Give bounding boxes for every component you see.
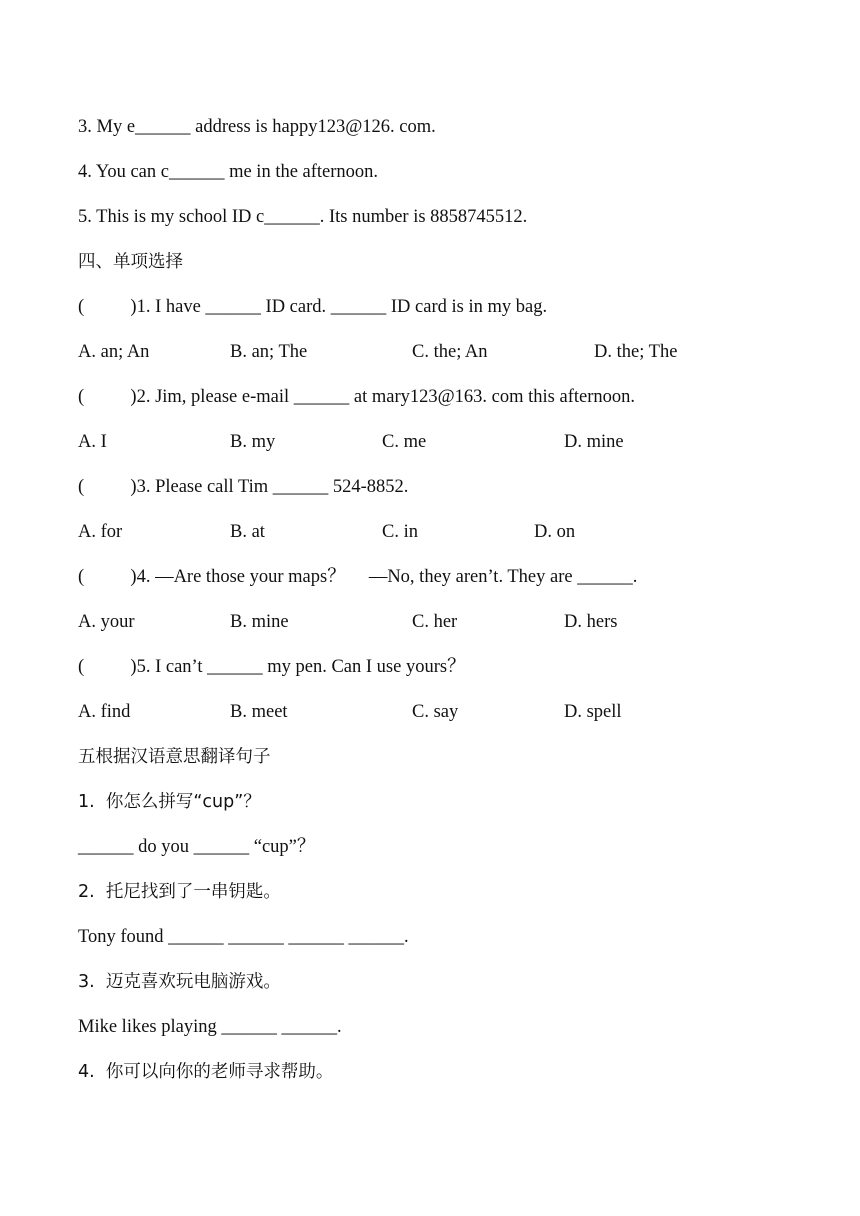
option-b: B. an; The (230, 342, 308, 362)
question-options-4 (78, 607, 798, 652)
section-heading-multiple-choice: 四、单项选择 (78, 252, 183, 272)
option-b: B. meet (230, 702, 288, 722)
question-stem-5: ( )5. I can’t ______ my pen. Can I use yours？ (78, 657, 466, 677)
option-a: A. an; An (78, 342, 150, 362)
question-stem-1: ( )1. I have ______ ID card. ______ ID card is in my bag. (78, 297, 548, 317)
option-a: A. your (78, 612, 135, 632)
option-b: B. my (230, 432, 276, 452)
option-a: A. I (78, 432, 107, 452)
translation-prompt-1: 1. 你怎么拼写“cup”？ (78, 792, 261, 812)
fill-in-item-3: 3. My e______ address is happy123@126. com. (78, 117, 436, 137)
question-stem-3: ( )3. Please call Tim ______ 524-8852. (78, 477, 409, 497)
option-a: A. find (78, 702, 131, 722)
question-stem-4: ( )4. —Are those your maps？ —No, they aren’t. They are ______. (78, 567, 638, 587)
question-stem-2: ( )2. Jim, please e-mail ______ at mary123@163. com this afternoon. (78, 387, 636, 407)
question-options-2 (78, 427, 798, 472)
worksheet-content (78, 112, 798, 1102)
fill-in-item-4: 4. You can c______ me in the afternoon. (78, 162, 379, 182)
translation-answer-1: ______ do you ______ “cup”？ (78, 837, 316, 857)
option-c: C. in (382, 522, 418, 542)
option-d: D. on (534, 522, 576, 542)
option-c: C. me (382, 432, 427, 452)
translation-prompt-3: 3. 迈克喜欢玩电脑游戏。 (78, 972, 281, 992)
translation-prompt-2: 2. 托尼找到了一串钥匙。 (78, 882, 281, 902)
option-a: A. for (78, 522, 123, 542)
section-heading-translation: 五根据汉语意思翻译句子 (78, 747, 271, 767)
translation-answer-2: Tony found ______ ______ ______ ______. (78, 927, 409, 947)
option-d: D. the; The (594, 342, 678, 362)
option-c: C. say (412, 702, 459, 722)
question-options-5 (78, 697, 798, 742)
option-d: D. mine (564, 432, 624, 452)
question-options-3 (78, 517, 798, 562)
question-options-1 (78, 337, 798, 382)
option-d: D. spell (564, 702, 622, 722)
option-b: B. mine (230, 612, 289, 632)
option-b: B. at (230, 522, 265, 542)
translation-answer-3: Mike likes playing ______ ______. (78, 1017, 342, 1037)
option-c: C. the; An (412, 342, 488, 362)
option-d: D. hers (564, 612, 618, 632)
option-c: C. her (412, 612, 458, 632)
translation-prompt-4: 4. 你可以向你的老师寻求帮助。 (78, 1062, 334, 1082)
fill-in-item-5: 5. This is my school ID c______. Its number is 8858745512. (78, 207, 528, 227)
